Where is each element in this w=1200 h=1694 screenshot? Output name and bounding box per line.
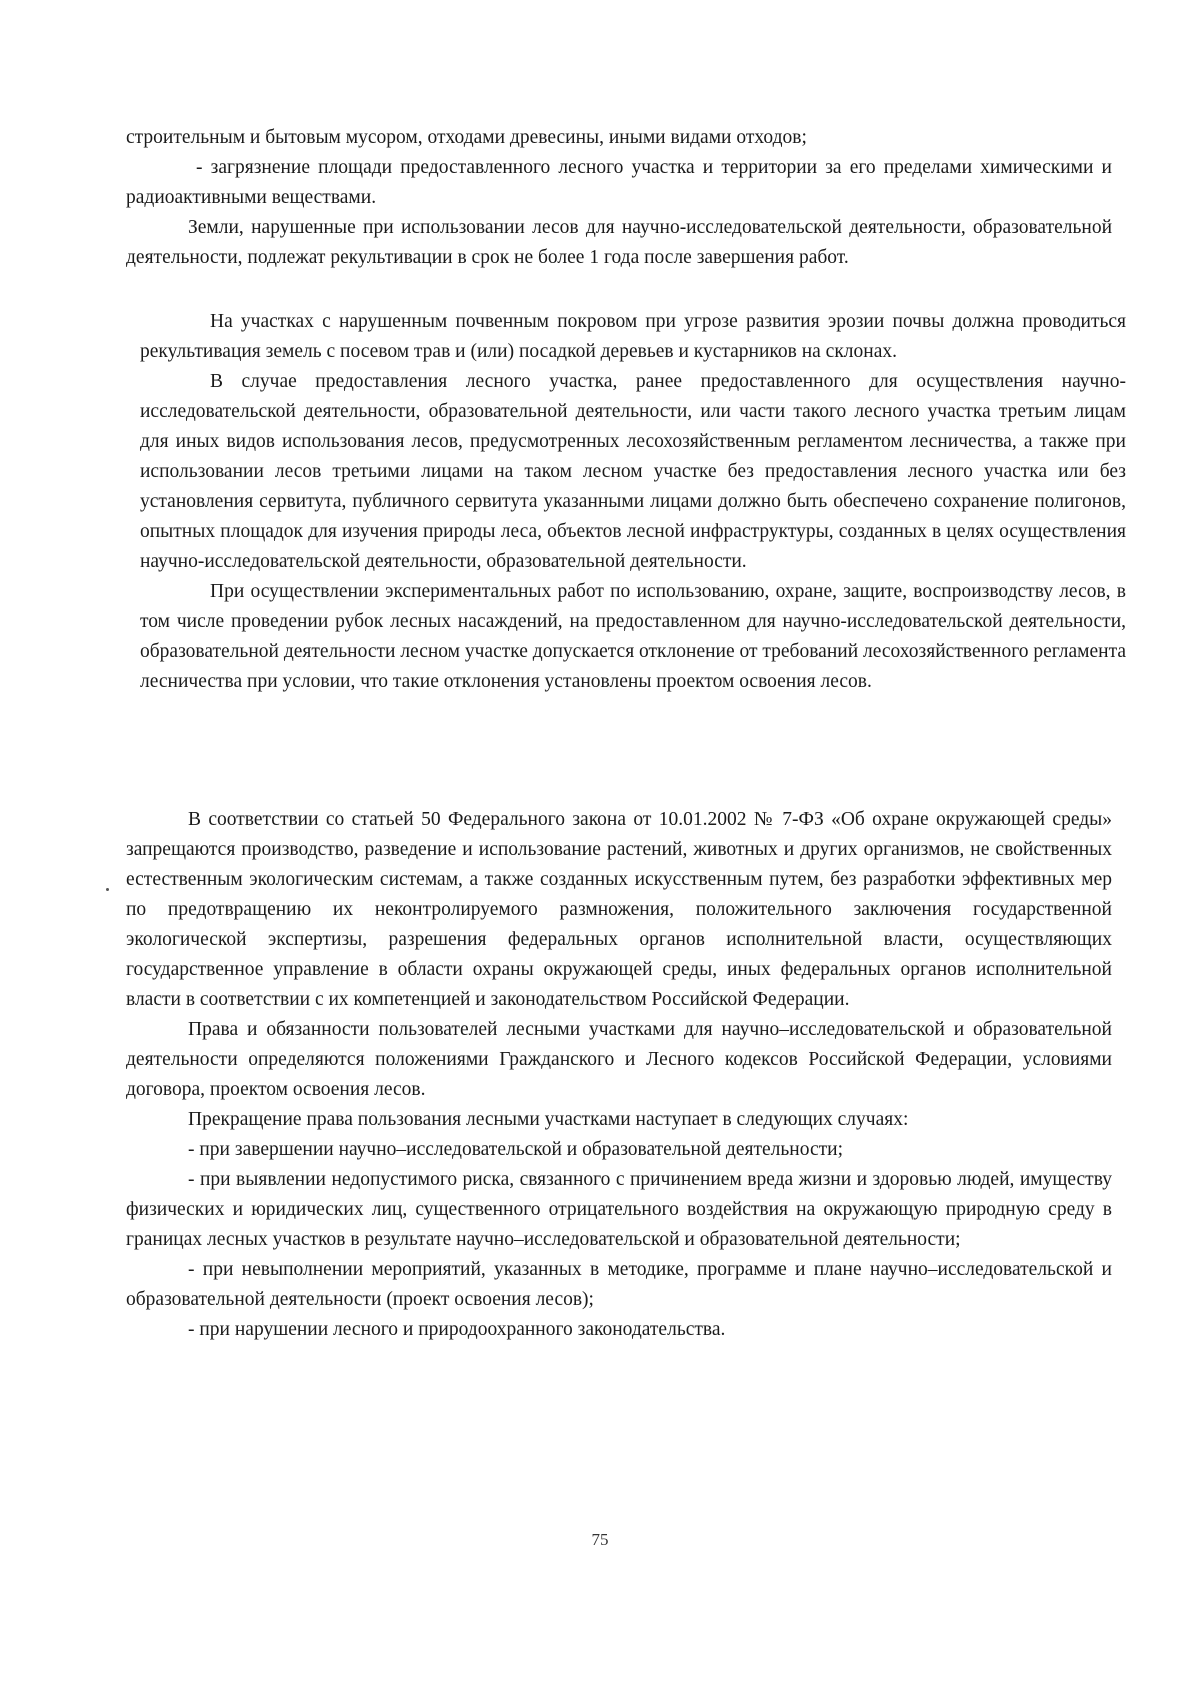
paragraph-list-item: - при нарушении лесного и природоохранного законодательства. <box>188 1319 726 1340</box>
paragraph-list-item: - загрязнение площади предоставленного лесного участка и территории за его пределами химическими и радиоактивными веществами. <box>126 157 1112 208</box>
paragraph: На участках с нарушенным почвенным покровом при угрозе развития эрозии почвы должна проводиться рекультивация земель с посевом трав и (или) посадкой деревьев и кустарников на склонах. <box>140 311 1126 362</box>
paragraph: Права и обязанности пользователей лесными участками для научно–исследовательской и образовательной деятельности определяются положениями Гражданского и Лесного кодексов Российской Федерации, условиями договора, проектом освоения лесов. <box>126 1019 1112 1100</box>
paragraph: В случае предоставления лесного участка, ранее предоставленного для осуществления научно-исследовательской деятельности, образовательной деятельности, или части такого лесного участка третьим лицам для иных видов использования лесов, предусмотренных лесохозяйственным регламентом лесничества, а также при использовании лесов третьими лицами на таком лесном участке без предоставления лесного участка или без установления сервитута, публичного сервитута указанными лицами должно быть обеспечено сохранение полигонов, опытных площадок для изучения природы леса, объектов лесной инфраструктуры, созданных в целях осуществления научно-исследовательской деятельности, образовательной деятельности. <box>140 371 1126 572</box>
paragraph-continuation: строительным и бытовым мусором, отходами древесины, иными видами отходов; <box>126 127 807 148</box>
page-number: 75 <box>591 1530 609 1549</box>
scan-artifact-dot <box>106 888 109 891</box>
text-block-bottom <box>126 805 1112 1345</box>
text-block-top <box>126 123 1112 273</box>
paragraph: При осуществлении экспериментальных работ по использованию, охране, защите, воспроизводству лесов, в том числе проведении рубок лесных насаждений, на предоставленном для научно-исследовательской деятельности, образовательной деятельности лесном участке допускается отклонение от требований лесохозяйственного регламента лесничества при условии, что такие отклонения установлены проектом освоения лесов. <box>140 581 1126 692</box>
paragraph: Земли, нарушенные при использовании лесов для научно-исследовательской деятельности, образовательной деятельности, подлежат рекультивации в срок не более 1 года после завершения работ. <box>126 217 1112 268</box>
paragraph-list-item: - при выявлении недопустимого риска, связанного с причинением вреда жизни и здоровью людей, имуществу физических и юридических лиц, существенного отрицательного воздействия на окружающую природную среду в границах лесных участков в результате научно–исследовательской и образовательной деятельности; <box>126 1169 1112 1250</box>
paragraph-list-item: - при невыполнении мероприятий, указанных в методике, программе и плане научно–исследовательской и образовательной деятельности (проект освоения лесов); <box>126 1259 1112 1310</box>
paragraph: В соответствии со статьей 50 Федерального закона от 10.01.2002 № 7-ФЗ «Об охране окружающей среды» запрещаются производство, разведение и использование растений, животных и других организмов, не свойственных естественным экологическим системам, а также созданных искусственным путем, без разработки эффективных мер по предотвращению их неконтролируемого размножения, положительного заключения государственной экологической экспертизы, разрешения федеральных органов исполнительной власти, осуществляющих государственное управление в области охраны окружающей среды, иных федеральных органов исполнительной власти в соответствии с их компетенцией и законодательством Российской Федерации. <box>126 809 1112 1010</box>
text-block-middle <box>126 307 1126 697</box>
paragraph-list-item: - при завершении научно–исследовательской и образовательной деятельности; <box>188 1139 843 1160</box>
paragraph: Прекращение права пользования лесными участками наступает в следующих случаях: <box>188 1109 909 1130</box>
